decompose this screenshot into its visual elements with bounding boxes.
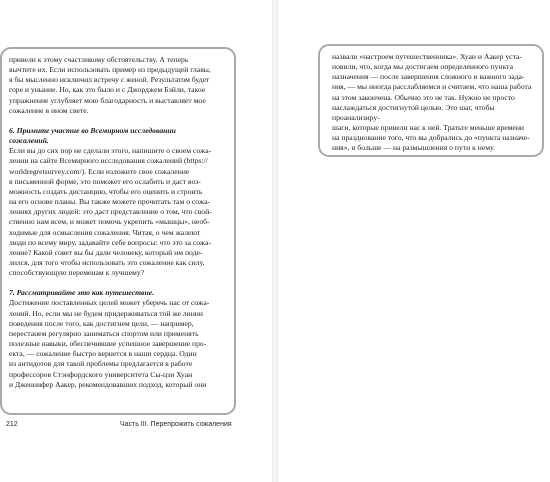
text-line: перестанем регулярно заниматься спортом или применять bbox=[9, 328, 199, 338]
text-line: назвали «настроем путешественника». Хуан и Аакер уста- bbox=[332, 52, 522, 61]
text-line: поведения после того, как достигнем цели, — например, bbox=[9, 318, 194, 328]
text-line: на его основе планы. Вы также можете прочитать там о сожа- bbox=[9, 197, 211, 207]
text-line: шаги, которые привели нас к ней. Тратьте меньше времени bbox=[332, 123, 525, 133]
section-6-paragraph bbox=[9, 146, 229, 278]
heading-line: сожалений. bbox=[9, 136, 49, 146]
right-callout-box bbox=[318, 44, 544, 157]
text-line: я бы мысленно исключил встречу с женой. Результатом будет bbox=[9, 75, 210, 85]
text-line: екта, — сожаление быстро вернется в наши сердца. Один bbox=[9, 349, 197, 359]
text-line: люди по всему миру, задавайте себе вопросы: что это за сожа- bbox=[9, 237, 212, 247]
continuation-paragraph bbox=[332, 52, 536, 154]
section-7-paragraph bbox=[9, 298, 229, 389]
text-line: Достижение поставленных целей может уберечь нас от сожа- bbox=[9, 298, 210, 308]
page-footer bbox=[6, 421, 232, 428]
text-line: в письменной форме, это поможет его ослабить и даст воз- bbox=[9, 176, 201, 186]
text-line: лений. Но, если мы не будем придерживаться той же линии bbox=[9, 308, 203, 318]
text-line: привели к этому счастливому обстоятельству. А теперь bbox=[9, 55, 189, 64]
section-6-heading bbox=[9, 126, 229, 146]
text-line: сожаление в ином свете. bbox=[9, 105, 89, 115]
text-line: способствующую переменам к лучшему? bbox=[9, 268, 145, 278]
text-line: можность создать дистанцию, чтобы его оценить и строить bbox=[9, 186, 203, 196]
text-line: упражнение углубляет мою благодарность и выставляет мое bbox=[9, 95, 206, 105]
text-line: worldregretsurvey.com/). Если изложите свое сожаление bbox=[9, 166, 190, 176]
text-line: лился, для того чтобы использовать это сожаление как силу, bbox=[9, 257, 205, 267]
text-line: Если вы до сих пор не сделали этого, напишите о своем сожа- bbox=[9, 146, 212, 156]
intro-paragraph bbox=[9, 55, 229, 116]
running-head: Часть III. Перепрожить сожаления bbox=[119, 421, 232, 428]
text-line: на празднование того, что вы добрались до «пункта назначе- bbox=[332, 133, 530, 143]
text-line: ходимые для осмысления сожаления. Читая, о чем жалеют bbox=[9, 227, 201, 237]
left-callout-box bbox=[0, 47, 236, 415]
text-line: ление? Какой совет вы бы дали человеку, который им поде- bbox=[9, 247, 203, 257]
text-line: и Дженнифер Аакер, рекомендовавших подход, который они bbox=[9, 379, 207, 389]
text-line: на этом закончена. Обычно это не так. Нужно не просто bbox=[332, 92, 515, 102]
page-number: 212 bbox=[6, 421, 18, 428]
text-line: профессоров Стэнфордского университета Сы-цзи Хуан bbox=[9, 369, 193, 379]
text-line: назначения — после завершения сложного и важного зада- bbox=[332, 72, 525, 82]
text-line: горе и уныние. Но, как это было и с Джорджем Бэйли, такое bbox=[9, 85, 206, 95]
section-7-heading bbox=[9, 288, 229, 298]
text-line: ственно нам всем, и может помочь укрепить «мышцы», необ- bbox=[9, 217, 210, 227]
text-line: из антидотов для такой проблемы предлагается в работе bbox=[9, 359, 193, 369]
text-line: наслаждаться достигнутой целью. Это шаг, чтобы проанализиру- bbox=[332, 102, 495, 122]
heading-line: 7. Рассматривайте это как путешествие. bbox=[9, 288, 155, 298]
heading-line: 6. Примите участие во Всемирном исследовании bbox=[9, 125, 176, 135]
text-line: лениях других людей: это даст представление о том, что свой- bbox=[9, 207, 212, 217]
text-line: новили, что, когда мы достигаем определенного пункта bbox=[332, 62, 514, 72]
text-line: ния, — мы иногда расслабляемся и считаем, что наша работа bbox=[332, 82, 532, 92]
text-line: ния», и больше — на размышления о пути к нему. bbox=[332, 143, 496, 153]
text-line: полезные навыки, обеспечившие успешное завершение про- bbox=[9, 339, 207, 349]
text-line: вычтите их. Если использовать пример из предыдущей главы, bbox=[9, 65, 211, 75]
book-gutter bbox=[272, 0, 278, 482]
text-line: лении на сайте Всемирного исследования сожалений (https:// bbox=[9, 156, 208, 166]
